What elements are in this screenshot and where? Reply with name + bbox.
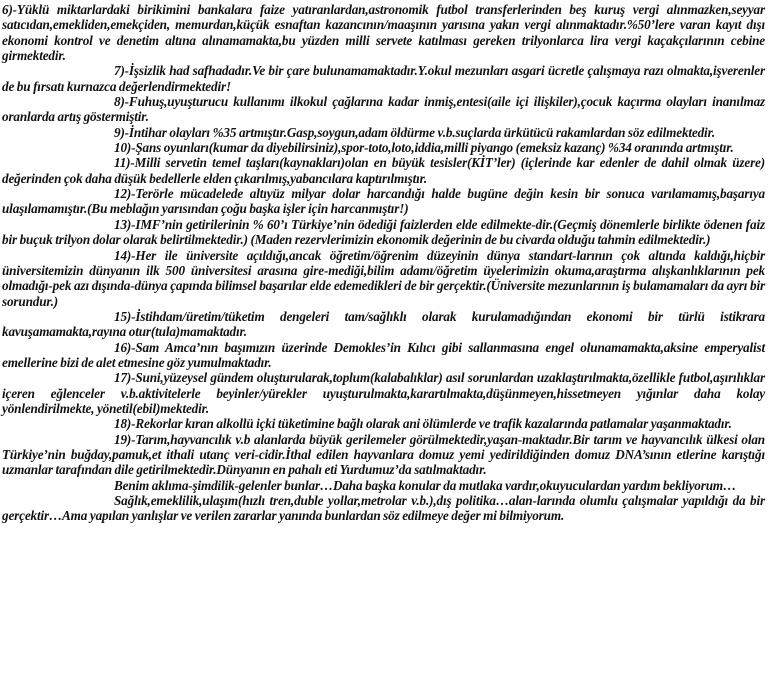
paragraph-item-18: 18)-Rekorlar kıran alkollü içki tüketimine bağlı olarak ani ölümlerde ve trafik kazalarında patlamalar yaşanmaktadır. — [114, 416, 732, 432]
paragraph-item-15: 15)-İstihdam/üretim/tüketim dengeleri tam/sağlıklı olarak kurulamadığından ekonomi bir türlü istikrara kavuşamamakta,rayına otur(tula)mamaktadır. — [2, 308, 765, 340]
paragraph-closing-note: Benim aklıma-şimdilik-gelenler bunlar…Daha başka konular da mutlaka vardır,okuyuculardan yardım bekliyorum… — [114, 477, 737, 493]
paragraph-item-6: 6)-Yüklü miktarlardaki birikimini bankalara faize yatıranlardan,astronomik futbol transferlerinden beş kuruş vergi alınmazken,seyyar satıcıdan,emekliden,emekçiden, memurdan,küçük esnaftan kazancının/maaşının yarısına yakın vergi alınmaktadır.%50’lere varan kayıt dışı ekonomi kontrol ve denetim altına alınamamakta,bu yüzden milli servete katılması gereken trilyonlarca lira vergi kaçakçılarının cebine girmektedir. — [2, 2, 765, 64]
paragraph-item-13: 13)-IMF’nin getirilerinin % 60’ı Türkiye’nin ödediği faizlerden elde edilmekte-dir.(Geçmiş dönemlerle birlikte ödenen faiz bir buçuk trilyon dolar olarak belirtilmektedir.) (Maden rezervlerimizin ekonomik değerinin de bu civarda olduğu tahmin edilmektedir.) — [2, 216, 765, 248]
paragraph-item-8: 8)-Fuhuş,uyuşturucu kullanımı ilkokul çağlarına kadar inmiş,entesi(aile içi ilişkiler),çocuk kaçırma olayları inanılmaz oranlarda artış göstermiştir. — [2, 94, 765, 125]
paragraph-item-16: 16)-Sam Amca’nın başımızın üzerinde Demokles’in Kılıcı gibi sallanmasına engel olunamamakta,aksine emperyalist emellerine bizi de alet etmesine göz yumulmaktadır. — [2, 339, 765, 370]
paragraph-item-14: 14)-Her ile üniversite açıldığı,ancak öğretim/öğrenim düzeyinin dünya standart-larının çok altında kaldığı,hiçbir üniversitemizin dünyanın ilk 500 üniversitesi arasına gire-mediği,bilim adamı/öğretim üyelerimizin okuma,araştırma alışkanlıklarının pek olmadığı-pek azı dışında-dünya çapında bilimsel başarılar elde edemedikleri de bir gerçektir.(Üniversite mezunlarının iş bulamamaları da ayrı bir sorundur.) — [2, 247, 765, 309]
paragraph-item-19: 19)-Tarım,hayvancılık v.b alanlarda büyük gerilemeler görülmektedir,yaşan-maktadır.Bir tarım ve hayvancılık ülkesi olan Türkiye’nin buğday,pamuk,et ithali utanç veri-cidir.İthal edilen hayvanlara domuz yemi yedirildiğinden domuz DNA’sının etlerine karıştığı uzmanlar tarafından dile getirilmektedir.Dünyanın en pahalı eti Yurdumuz’da satılmaktadır. — [2, 431, 765, 478]
paragraph-item-11: 11)-Milli servetin temel taşları(kaynakları)olan en büyük tesisler(KİT’ler) (içlerinde kar edenler de dahil olmak üzere) değerinden çok daha düşük bedellerle elden çıkarılmış,yabancılara kaptırılmıştır. — [2, 155, 765, 186]
paragraph-item-12: 12)-Terörle mücadelede altıyüz milyar dolar harcandığı halde bugüne değin kesin bir sonuca varılamamış,başarıya ulaşılamamıştır.(Bu meblağın yarısından çoğu başka işler için harcanmıştır!) — [2, 186, 765, 217]
paragraph-item-17: 17)-Suni,yüzeysel gündem oluşturularak,toplum(kalabalıklar) asıl sorunlardan uzaklaştırılmakta,özellikle futbol,aşırılıklar içeren eğlenceler v.b.aktivitelerle beyinler/yürekler uyuşturulmakta,karartılmakta,düşünmeyen,hissetmeyen yığınlar daha kolay yönlendirilmekte, yönetil(ebil)mektedir. — [2, 370, 765, 416]
paragraph-item-9: 9)-İntihar olayları %35 artmıştır.Gasp,soygun,adam öldürme v.b.suçlarda ürkütücü rakamlardan söz edilmektedir. — [114, 124, 715, 140]
paragraph-closing-remarks: Sağlık,emeklilik,ulaşım(hızlı tren,duble yollar,metrolar v.b.),dış politika…alan-larında olumlu çalışmalar yapıldığı da bir gerçektir…Ama yapılan yanlışlar ve verilen zararlar yanında bunlardan söz edilmeye değer mi bilmiyorum. — [2, 493, 765, 524]
paragraph-item-7: 7)-İşsizlik had safhadadır.Ve bir çare bulunamamaktadır.Y.okul mezunları asgari ücretle çalışmaya razı olmakta,işverenler de bu fırsatı kurnazca değerlendirmektedir! — [2, 63, 765, 94]
paragraph-item-10: 10)-Şans oyunları(kumar da diyebilirsiniz),spor-toto,loto,iddia,milli piyango (emeksiz kazanç) %34 oranında artmıştır. — [114, 140, 734, 156]
